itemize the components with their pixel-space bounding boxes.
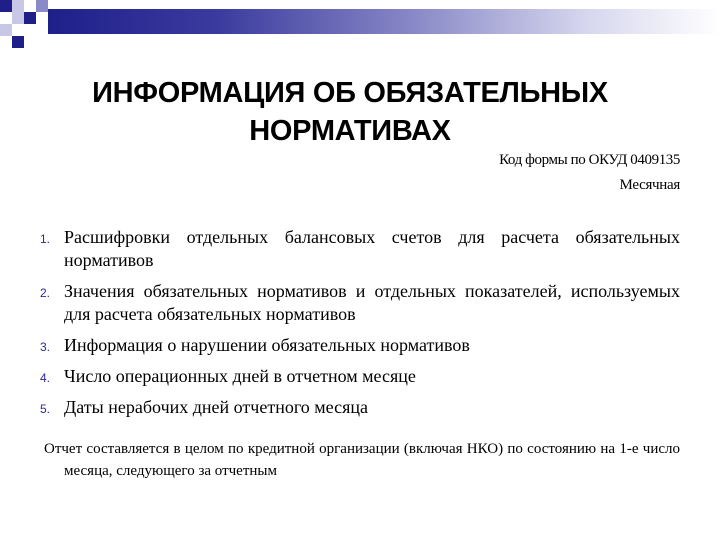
- decor-square: [12, 36, 24, 48]
- decor-square: [36, 0, 48, 12]
- decor-square: [24, 12, 36, 24]
- report-period: Месячная: [619, 177, 680, 193]
- list-item: [40, 365, 680, 388]
- list-number: 5.: [40, 402, 51, 416]
- list-item-text: Даты нерабочих дней отчетного месяца: [64, 397, 368, 417]
- report-items-list: [40, 226, 680, 427]
- list-item-text: Расшифровки отдельных балансовых счетов для расчета обязательных нормативов: [64, 227, 680, 270]
- list-item: [40, 396, 680, 419]
- list-item-text: Информация о нарушении обязательных нормативов: [64, 335, 470, 355]
- decor-square: [0, 24, 12, 36]
- decor-square: [12, 0, 24, 12]
- decor-square: [0, 0, 12, 12]
- list-item: [40, 280, 680, 326]
- list-number: 2.: [40, 286, 51, 300]
- slide-title: ИНФОРМАЦИЯ ОБ ОБЯЗАТЕЛЬНЫХ НОРМАТИВАХ: [92, 77, 608, 147]
- list-item: [40, 226, 680, 272]
- footnote-text: Отчет составляется в целом по кредитной организации (включая НКО) по состоянию на 1-е число месяца, следующего за отчетным: [44, 441, 680, 479]
- form-code: Код формы по ОКУД 0409135: [499, 152, 680, 168]
- header-band: [48, 9, 720, 34]
- list-number: 4.: [40, 371, 51, 385]
- list-number: 1.: [40, 232, 51, 246]
- list-item-text: Значения обязательных нормативов и отдельных показателей, используемых для расчета обязательных нормативов: [64, 281, 680, 324]
- decor-square: [12, 12, 24, 24]
- list-number: 3.: [40, 340, 51, 354]
- footnote: [44, 438, 680, 482]
- list-item: [40, 334, 680, 357]
- list-item-text: Число операционных дней в отчетном месяце: [64, 366, 416, 386]
